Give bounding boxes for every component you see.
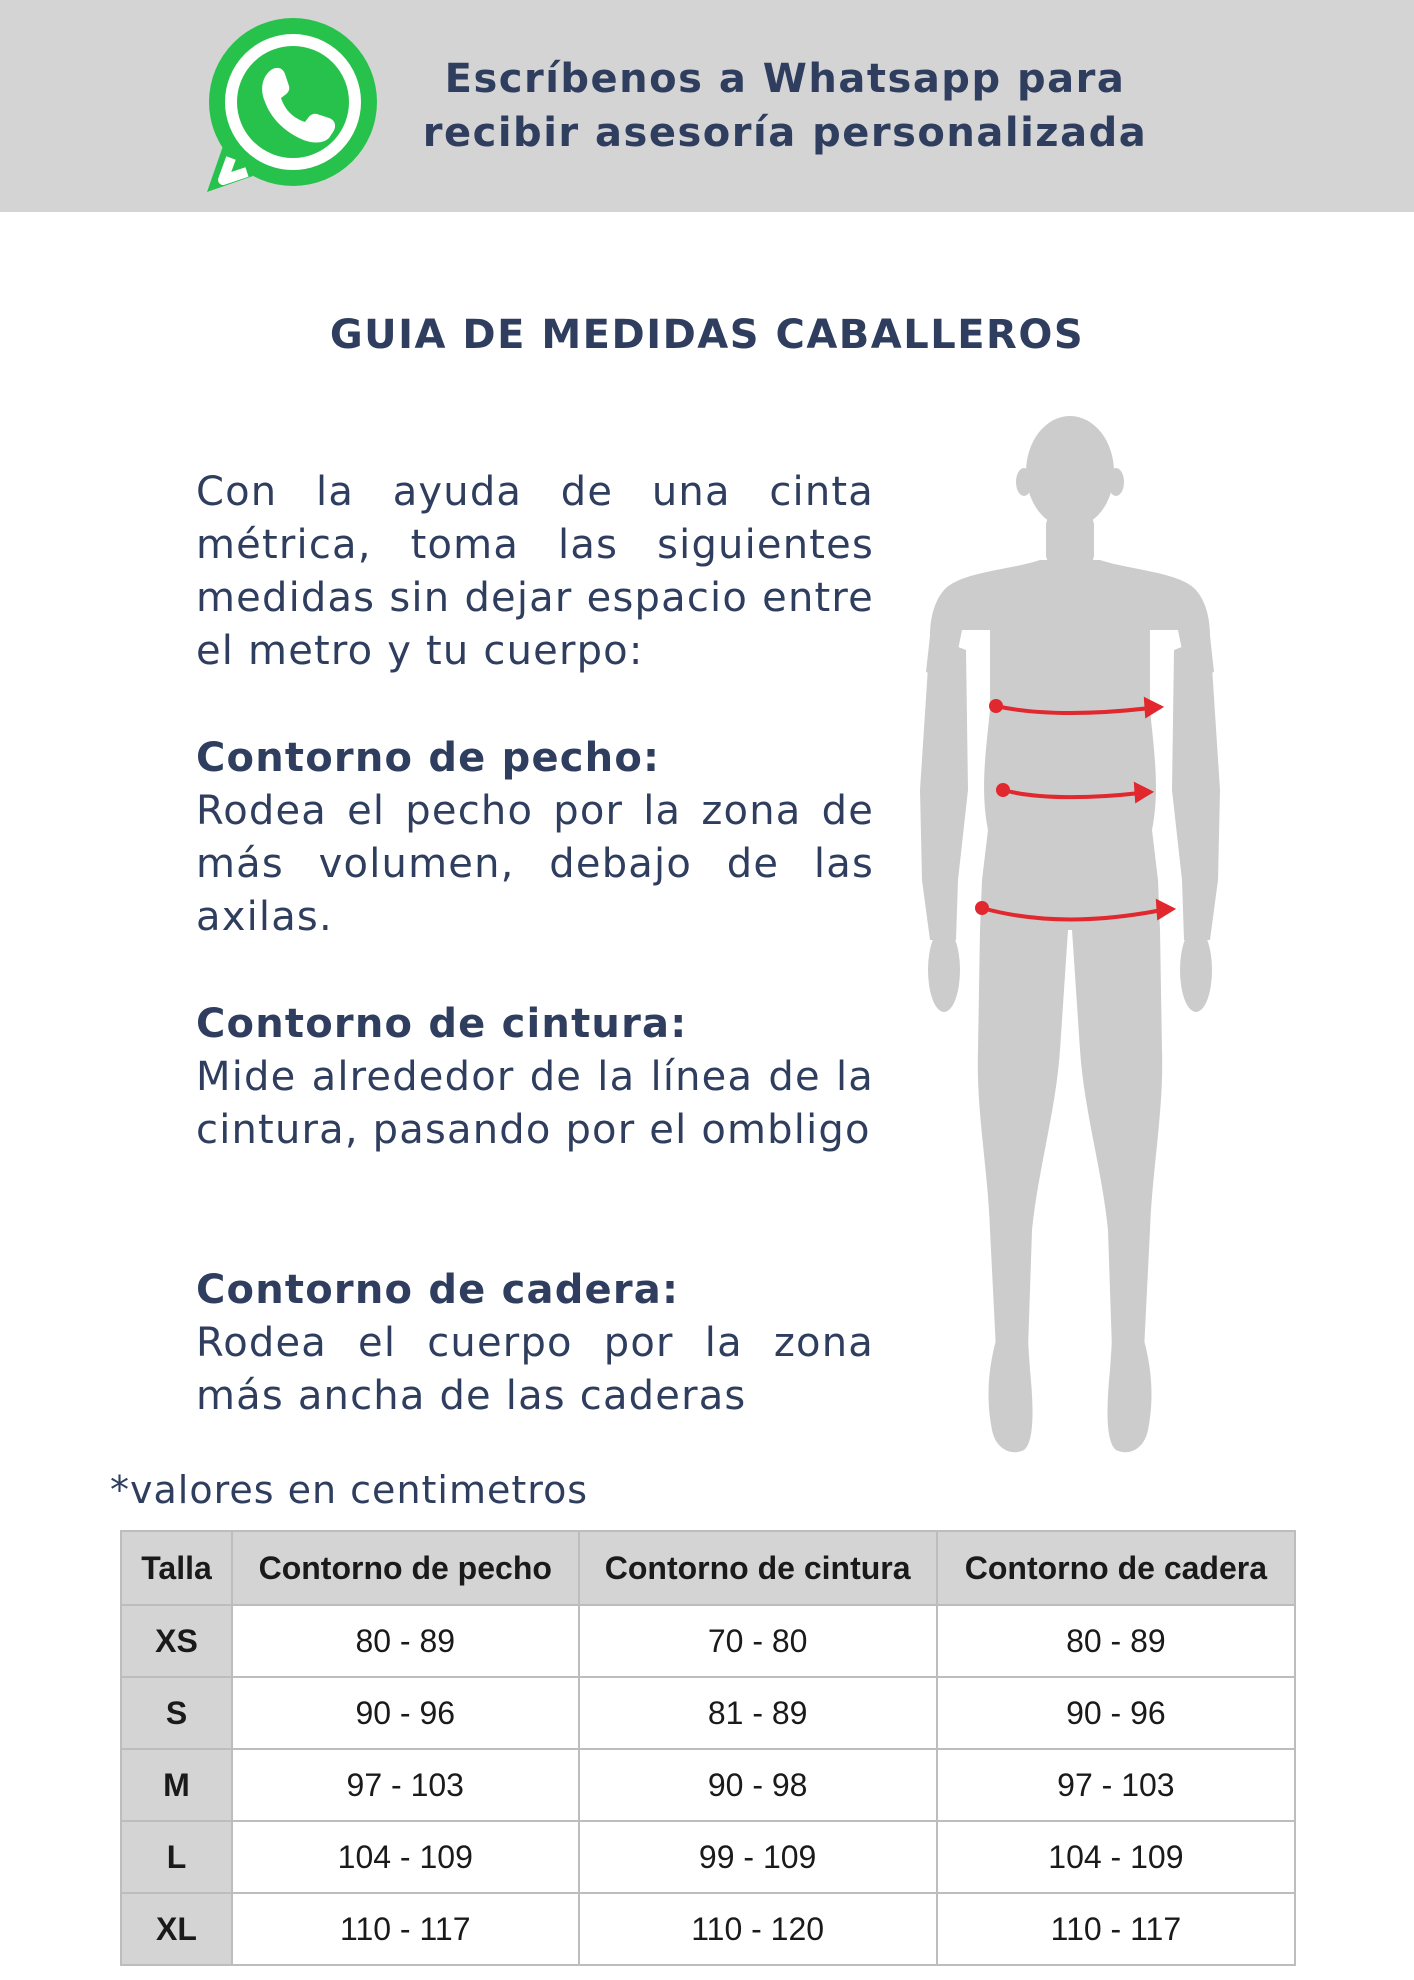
chest-cell: 90 - 96 [232,1677,579,1749]
header-hip: Contorno de cadera [937,1531,1295,1605]
waist-description: Mide alrededor de la línea de la cintura, pasando por el ombligo [196,1054,874,1153]
banner-line-2: recibir asesoría personalizada [422,110,1148,156]
chest-cell: 97 - 103 [232,1749,579,1821]
hip-cell: 90 - 96 [937,1677,1295,1749]
chest-title: Contorno de pecho: [196,735,661,781]
size-cell: XS [121,1605,232,1677]
whatsapp-banner[interactable] [0,0,1414,212]
table-header-row [121,1531,1295,1605]
hip-section [196,1264,874,1423]
header-talla: Talla [121,1531,232,1605]
table-row [121,1821,1295,1893]
banner-text [400,52,1170,160]
waist-section [196,998,874,1157]
waist-cell: 90 - 98 [579,1749,937,1821]
hip-title: Contorno de cadera: [196,1267,680,1313]
whatsapp-icon[interactable] [203,16,379,194]
hip-cell: 104 - 109 [937,1821,1295,1893]
unit-note: *valores en centimetros [110,1468,589,1512]
hip-cell: 110 - 117 [937,1893,1295,1965]
size-cell: XL [121,1893,232,1965]
waist-cell: 70 - 80 [579,1605,937,1677]
banner-line-1: Escríbenos a Whatsapp para [444,56,1126,102]
header-waist: Contorno de cintura [579,1531,937,1605]
size-cell: L [121,1821,232,1893]
waist-cell: 99 - 109 [579,1821,937,1893]
chest-description: Rodea el pecho por la zona de más volumen, debajo de las axilas. [196,788,874,940]
hip-cell: 97 - 103 [937,1749,1295,1821]
chest-section [196,732,874,944]
table-row [121,1605,1295,1677]
waist-cell: 110 - 120 [579,1893,937,1965]
hip-cell: 80 - 89 [937,1605,1295,1677]
chest-cell: 80 - 89 [232,1605,579,1677]
page-title: GUIA DE MEDIDAS CABALLEROS [329,312,1085,358]
hip-description: Rodea el cuerpo por la zona más ancha de las caderas [196,1320,874,1419]
table-row [121,1749,1295,1821]
header-chest: Contorno de pecho [232,1531,579,1605]
intro-text: Con la ayuda de una cinta métrica, toma las siguientes medidas sin dejar espacio entre el metro y tu cuerpo: [196,469,874,674]
body-silhouette-icon [900,410,1240,1470]
chest-cell: 110 - 117 [232,1893,579,1965]
table-row [121,1893,1295,1965]
size-cell: S [121,1677,232,1749]
waist-cell: 81 - 89 [579,1677,937,1749]
size-table [120,1530,1296,1966]
size-cell: M [121,1749,232,1821]
waist-title: Contorno de cintura: [196,1001,688,1047]
table-row [121,1677,1295,1749]
chest-cell: 104 - 109 [232,1821,579,1893]
